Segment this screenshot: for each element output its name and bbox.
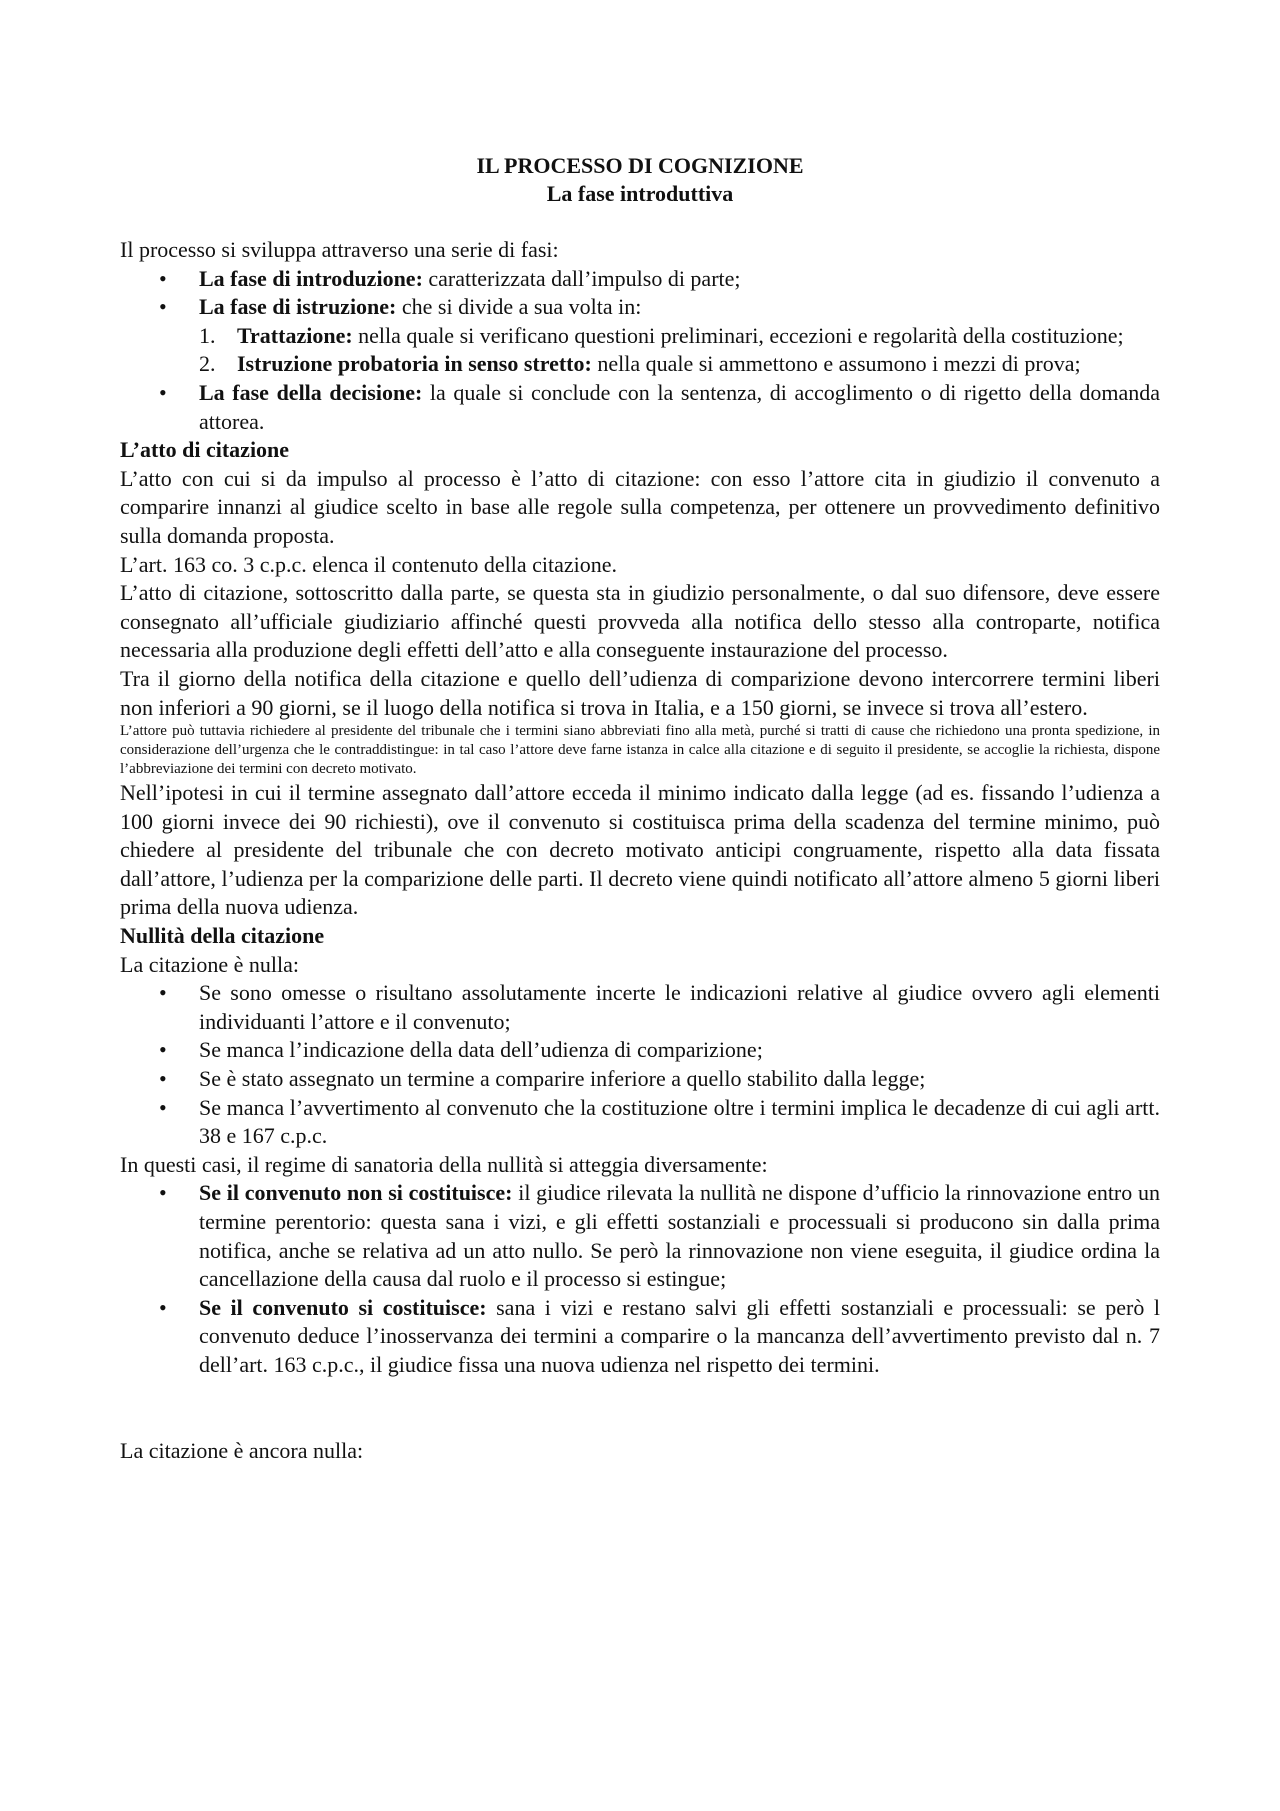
list-item — [120, 1094, 1160, 1151]
spacer — [120, 208, 1160, 236]
bullet-icon: • — [159, 980, 167, 1006]
list-item — [120, 1036, 1160, 1065]
bullet-icon: • — [159, 1294, 167, 1320]
closing-paragraph: La citazione è ancora nulla: — [120, 1437, 364, 1463]
list-item — [120, 265, 1160, 294]
paragraph: Nell’ipotesi in cui il termine assegnato dall’attore ecceda il minimo indicato dalla legge (ad es. fissando l’udienza a 100 giorni invece dei 90 richiesti), ove il convenuto si costituisca prima della scadenza del termine minimo, può chiedere al presidente del tribunale che con decreto motivato anticipi congruamente, rispetto alla data fissata dall’attore, l’udienza per la comparizione delle parti. Il decreto viene quindi notificato all’attore almeno 5 giorni liberi prima della nuova udienza. — [120, 780, 1160, 920]
sub-phase-label: Trattazione: — [237, 322, 353, 348]
sub-phase-label: Istruzione probatoria in senso stretto: — [237, 351, 592, 377]
phases-list — [120, 265, 1160, 437]
bullet-icon: • — [159, 379, 167, 405]
phase-label: La fase di introduzione: — [199, 265, 423, 291]
list-item — [120, 1179, 1160, 1293]
phase-text: caratterizzata dall’impulso di parte; — [422, 265, 741, 291]
document-title: IL PROCESSO DI COGNIZIONE — [476, 153, 804, 178]
paragraph: In questi casi, il regime di sanatoria della nullità si atteggia diversamente: — [120, 1151, 768, 1177]
list-item — [120, 979, 1160, 1036]
regime-label: Se il convenuto non si costituisce: — [199, 1180, 513, 1206]
list-item — [120, 293, 1160, 379]
phase-label: La fase di istruzione: — [199, 294, 397, 320]
list-number: 1. — [199, 322, 216, 348]
spacer — [120, 1380, 1160, 1437]
regime-label: Se il convenuto si costituisce: — [199, 1294, 487, 1320]
paragraph: L’art. 163 co. 3 c.p.c. elenca il contenuto della citazione. — [120, 551, 618, 577]
list-item — [120, 350, 1160, 379]
phase-label: La fase della decisione: — [199, 379, 423, 405]
nullity-causes-list — [120, 979, 1160, 1151]
sub-phase-text: nella quale si ammettono e assumono i mezzi di prova; — [591, 351, 1081, 377]
regime-text: sana i vizi e restano salvi gli effetti sostanziali e processuali: se però l convenuto deduce l’inosservanza dei termini a comparire o la mancanza dell’avvertimento previsto dal n. 7 dell’art. 163 c.p.c., il giudice fissa una nuova udienza nel rispetto dei termini. — [199, 1294, 1160, 1377]
bullet-icon: • — [159, 265, 167, 291]
list-number: 2. — [199, 351, 216, 377]
regime-text: il giudice rilevata la nullità ne dispone d’ufficio la rinnovazione entro un termine perentorio: questa sana i vizi, e gli effetti sostanziali e processuali si producono sin dalla prima notifica, anche se relativa ad un atto nullo. Se però la rinnovazione non viene eseguita, il giudice ordina la cancellazione della causa dal ruolo e il processo si estingue; — [199, 1180, 1160, 1292]
cause-text: Se sono omesse o risultano assolutamente incerte le indicazioni relative al giudice ovvero agli elementi individuanti l’attore e il convenuto; — [199, 980, 1160, 1034]
section-heading-atto-di-citazione: L’atto di citazione — [120, 437, 290, 463]
paragraph: La citazione è nulla: — [120, 951, 299, 977]
cause-text: Se manca l’indicazione della data dell’udienza di comparizione; — [199, 1037, 763, 1063]
sub-phases-list — [120, 322, 1160, 379]
list-item — [120, 1065, 1160, 1094]
phase-text: che si divide a sua volta in: — [396, 294, 642, 320]
list-item — [120, 1294, 1160, 1380]
bullet-icon: • — [159, 1094, 167, 1120]
bullet-icon: • — [159, 1180, 167, 1206]
paragraph: L’atto di citazione, sottoscritto dalla parte, se questa sta in giudizio personalmente, o dal suo difensore, deve essere consegnato all’ufficiale giudiziario affinché questi provveda alla notifica dello stesso alla controparte, notifica necessaria alla produzione degli effetti dell’atto e alla conseguente instaurazione del processo. — [120, 580, 1160, 663]
bullet-icon: • — [159, 1066, 167, 1092]
paragraph: L’atto con cui si da impulso al processo è l’atto di citazione: con esso l’attore cita in giudizio il convenuto a comparire innanzi al giudice scelto in base alle regole sulla competenza, per ottenere un provvedimento definitivo sulla domanda proposta. — [120, 465, 1160, 548]
cause-text: Se è stato assegnato un termine a comparire inferiore a quello stabilito dalla legge; — [199, 1066, 926, 1092]
sub-phase-text: nella quale si verificano questioni preliminari, eccezioni e regolarità della costituzione; — [352, 322, 1124, 348]
small-paragraph: L’attore può tuttavia richiedere al presidente del tribunale che i termini siano abbreviati fino alla metà, purché si tratti di cause che richiedono una pronta spedizione, in considerazione dell’urgenza che le contraddistingue: in tal caso l’attore deve farne istanza in calce alla citazione e di seguito il presidente, se accoglie la richiesta, dispone l’abbreviazione dei termini con decreto motivato. — [120, 723, 1160, 778]
phase-text: la quale si conclude con la sentenza, di accoglimento o di rigetto della domanda attorea. — [199, 379, 1160, 434]
bullet-icon: • — [159, 294, 167, 320]
paragraph: Tra il giorno della notifica della citazione e quello dell’udienza di comparizione devono intercorrere termini liberi non inferiori a 90 giorni, se il luogo della notifica si trova in Italia, e a 150 giorni, se invece si trova all’estero. — [120, 665, 1160, 720]
regimes-list — [120, 1179, 1160, 1379]
document-subtitle: La fase introduttiva — [546, 181, 734, 206]
document-page — [120, 152, 1160, 1465]
bullet-icon: • — [159, 1037, 167, 1063]
list-item — [120, 379, 1160, 436]
section-heading-nullita: Nullità della citazione — [120, 923, 325, 949]
intro-paragraph: Il processo si sviluppa attraverso una serie di fasi: — [120, 237, 559, 262]
cause-text: Se manca l’avvertimento al convenuto che la costituzione oltre i termini implica le decadenze di cui agli artt. 38 e 167 c.p.c. — [199, 1094, 1160, 1149]
list-item — [120, 322, 1160, 351]
